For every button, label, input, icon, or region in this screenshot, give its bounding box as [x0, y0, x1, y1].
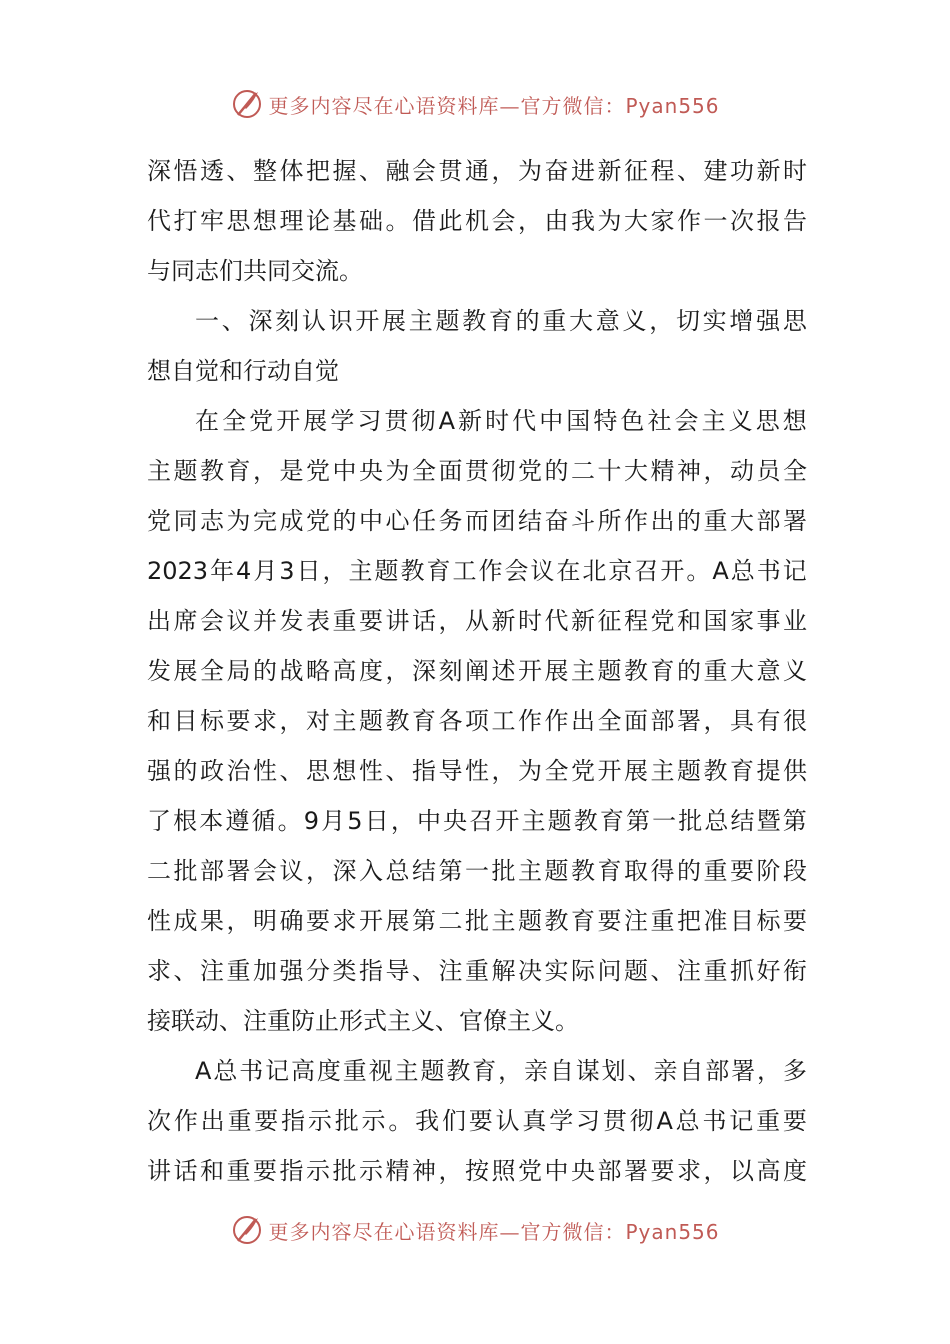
text-line: 讲 话 和 重 要 指 示 批 示 精 神 ， 按 照 党 中 央 部 署 要 求 ， 以 高 度: [147, 1157, 807, 1185]
text-line: 发 展 全 局 的 战 略 高 度 ， 深 刻 阐 述 开 展 主 题 教 育 的 重 大 意 义: [147, 657, 807, 685]
watermark-text: 更多内容尽在心语资料库—官方微信：Pyan556: [268, 1219, 720, 1244]
text-line: 接联动、注重防止形式主义、官僚主义。: [147, 1007, 579, 1035]
text-line: 在 全 党 开 展 学 习 贯 彻 A 新 时 代 中 国 特 色 社 会 主 义 思 想: [195, 407, 807, 435]
text-line: A 总 书 记 高 度 重 视 主 题 教 育 ， 亲 自 谋 划 、 亲 自 部 署 ， 多: [195, 1057, 807, 1085]
text-line: 出 席 会 议 并 发 表 重 要 讲 话 ， 从 新 时 代 新 征 程 党 和 国 家 事 业: [147, 607, 807, 635]
quill-logo-icon: [230, 1213, 264, 1247]
text-line: 性 成 果 ， 明 确 要 求 开 展 第 二 批 主 题 教 育 要 注 重 把 准 目 标 要: [147, 907, 807, 935]
text-line: 2023 年 4 月 3 日 ， 主 题 教 育 工 作 会 议 在 北 京 召 开 。 A 总 书 记: [147, 557, 807, 585]
text-line: 想自觉和行动自觉: [147, 357, 339, 385]
text-line: 主 题 教 育 ， 是 党 中 央 为 全 面 贯 彻 党 的 二 十 大 精 神 ， 动 员 全: [147, 457, 807, 485]
text-line: 一 、 深 刻 认 识 开 展 主 题 教 育 的 重 大 意 义 ， 切 实 增 强 思: [195, 307, 807, 335]
document-body: [147, 146, 807, 1196]
text-line: 强 的 政 治 性 、 思 想 性 、 指 导 性 ， 为 全 党 开 展 主 题 教 育 提 供: [147, 757, 807, 785]
text-line: 与同志们共同交流。: [147, 257, 363, 285]
quill-logo-icon: [230, 87, 264, 121]
text-line: 代 打 牢 思 想 理 论 基 础 。 借 此 机 会 ， 由 我 为 大 家 作 一 次 报 告: [147, 207, 807, 235]
text-line: 了 根 本 遵 循 。 9 月 5 日 ， 中 央 召 开 主 题 教 育 第 一 批 总 结 暨 第: [147, 807, 807, 835]
text-line: 求 、 注 重 加 强 分 类 指 导 、 注 重 解 决 实 际 问 题 、 注 重 抓 好 衔: [147, 957, 807, 985]
text-line: 深 悟 透 、 整 体 把 握 、 融 会 贯 通 ， 为 奋 进 新 征 程 、 建 功 新 时: [147, 157, 807, 185]
text-line: 二 批 部 署 会 议 ， 深 入 总 结 第 一 批 主 题 教 育 取 得 的 重 要 阶 段: [147, 857, 807, 885]
text-line: 和 目 标 要 求 ， 对 主 题 教 育 各 项 工 作 作 出 全 面 部 署 ， 具 有 很: [147, 707, 807, 735]
watermark-text: 更多内容尽在心语资料库—官方微信：Pyan556: [268, 93, 720, 118]
watermark-banner-top: [0, 84, 950, 124]
text-line: 次 作 出 重 要 指 示 批 示 。 我 们 要 认 真 学 习 贯 彻 A 总 书 记 重 要: [147, 1107, 807, 1135]
watermark-banner-bottom: [0, 1210, 950, 1250]
text-line: 党 同 志 为 完 成 党 的 中 心 任 务 而 团 结 奋 斗 所 作 出 的 重 大 部 署: [147, 507, 807, 535]
